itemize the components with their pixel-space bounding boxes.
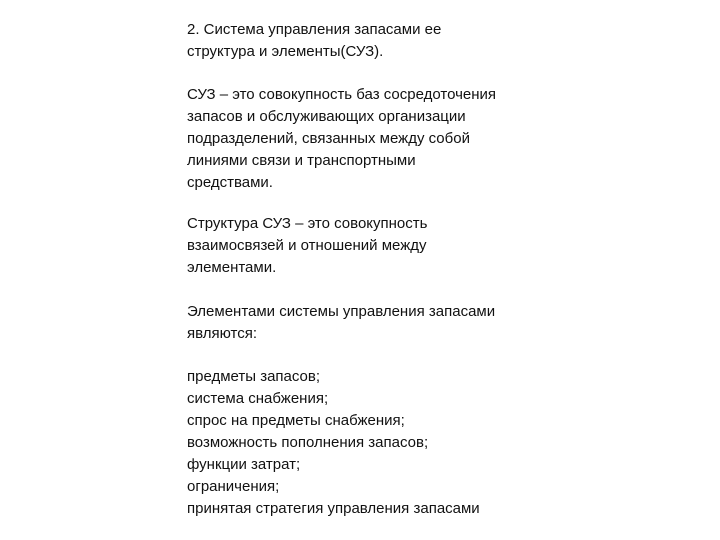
list-item: предметы запасов; [187, 368, 321, 385]
structure-line: элементами. [187, 259, 277, 276]
definition-line: линиями связи и транспортными [187, 152, 416, 169]
title-line: структура и элементы(СУЗ). [187, 43, 384, 60]
structure-paragraph [187, 213, 587, 279]
elements-intro [187, 301, 587, 345]
list-item: возможность пополнения запасов; [187, 434, 429, 451]
list-item: спрос на предметы снабжения; [187, 412, 405, 429]
list-item: принятая стратегия управления запасами [187, 500, 480, 517]
list-item: функции затрат; [187, 456, 301, 473]
definition-paragraph [187, 84, 587, 194]
structure-line: Структура СУЗ – это совокупность [187, 215, 428, 232]
document-title [187, 19, 587, 63]
list-item: ограничения; [187, 478, 280, 495]
list-item: система снабжения; [187, 390, 329, 407]
structure-line: взаимосвязей и отношений между [187, 237, 427, 254]
definition-line: средствами. [187, 174, 273, 191]
elements-list [187, 366, 587, 520]
elements-intro-line: Элементами системы управления запасами [187, 303, 496, 320]
elements-intro-line: являются: [187, 325, 258, 342]
title-line: 2. Система управления запасами ее [187, 21, 442, 38]
definition-line: запасов и обслуживающих организации [187, 108, 466, 125]
definition-line: СУЗ – это совокупность баз сосредоточения [187, 86, 497, 103]
definition-line: подразделений, связанных между собой [187, 130, 470, 147]
